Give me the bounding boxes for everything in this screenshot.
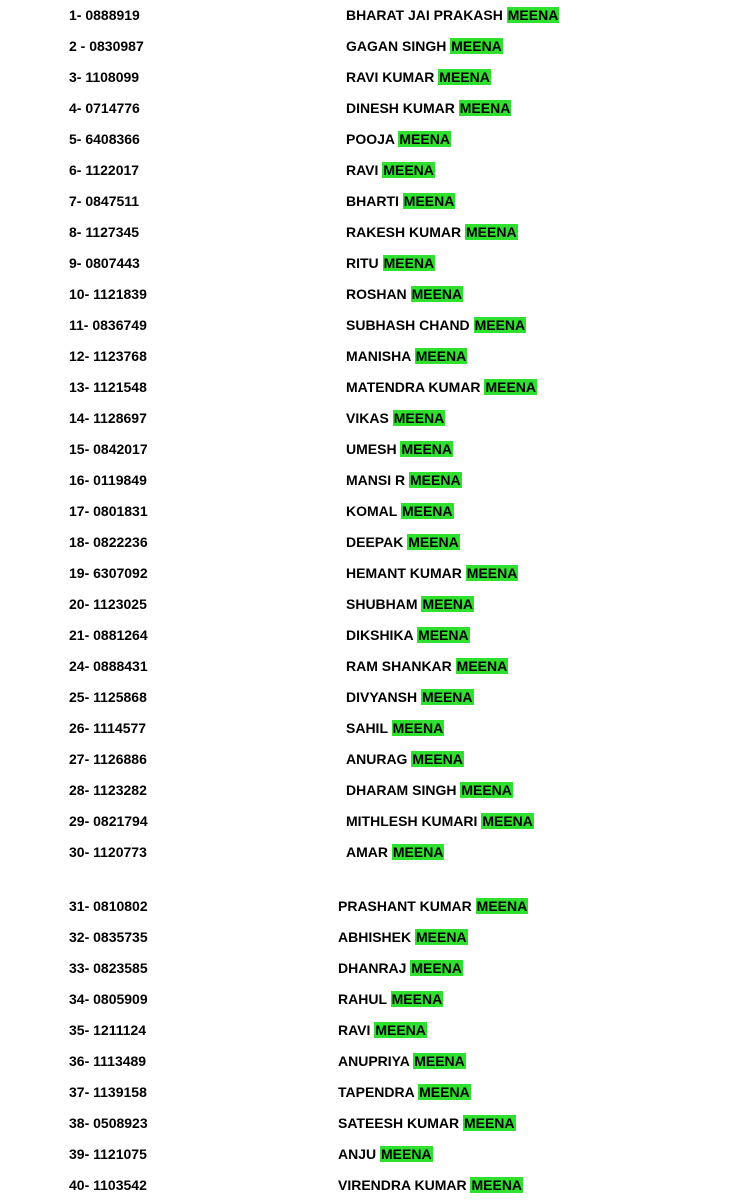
given-name: DEEPAK [346,534,404,550]
surname-highlight: MEENA [476,898,528,914]
roll-number: 19- 6307092 [69,565,148,581]
roll-number: 25- 1125868 [69,689,147,705]
given-name: POOJA [346,131,395,147]
list-item [0,1046,753,1076]
list-item [0,434,753,464]
list-item [0,62,753,92]
list-item [0,279,753,309]
given-name: GAGAN SINGH [346,38,447,54]
candidate-name [346,806,534,836]
roll-number: 9- 0807443 [69,255,140,271]
given-name: ANUPRIYA [338,1053,410,1069]
candidate-name [346,527,460,557]
given-name: RAVI [338,1022,371,1038]
surname-highlight: MEENA [422,596,474,612]
list-item [0,403,753,433]
candidate-name [338,1015,427,1045]
surname-highlight: MEENA [411,960,462,976]
given-name: DINESH KUMAR [346,100,455,116]
surname-highlight: MEENA [391,991,443,1007]
candidate-name [338,922,468,952]
list-item [0,310,753,340]
surname-highlight: MEENA [392,844,444,860]
roll-number: 21- 0881264 [69,627,148,643]
given-name: SATEESH KUMAR [338,1115,460,1131]
list-item [0,589,753,619]
roll-number: 17- 0801831 [69,503,148,519]
given-name: RITU [346,255,379,271]
list-item [0,31,753,61]
given-name: BHARTI [346,193,399,209]
given-name: BHARAT JAI PRAKASH [346,7,503,23]
roll-number: 39- 1121075 [69,1146,147,1162]
given-name: VIKAS [346,410,389,426]
surname-highlight: MEENA [421,689,473,705]
surname-highlight: MEENA [461,782,512,798]
roll-number: 10- 1121839 [69,286,147,302]
surname-highlight: MEENA [459,100,511,116]
list-item [0,713,753,743]
list-item [0,1077,753,1107]
given-name: MANSI R [346,472,406,488]
list-item [0,682,753,712]
given-name: SUBHASH CHAND [346,317,470,333]
surname-highlight: MEENA [393,410,445,426]
roll-number: 14- 1128697 [69,410,147,426]
candidate-name [338,1139,433,1169]
surname-highlight: MEENA [507,7,559,23]
candidate-name [338,1077,471,1107]
candidate-name [346,341,467,371]
surname-highlight: MEENA [418,627,469,643]
roll-number: 18- 0822236 [69,534,148,550]
candidate-name [346,775,513,805]
list-item [0,775,753,805]
surname-highlight: MEENA [383,162,434,178]
candidate-name [346,155,435,185]
surname-highlight: MEENA [392,720,444,736]
list-item [0,186,753,216]
roll-number: 35- 1211124 [69,1022,147,1038]
roll-number: 40- 1103542 [69,1177,147,1193]
given-name: RAVI [346,162,379,178]
list-item [0,922,753,952]
given-name: SHUBHAM [346,596,418,612]
given-name: ANURAG [346,751,408,767]
list-item [0,93,753,123]
candidate-name [346,124,451,154]
roll-number: 8- 1127345 [69,224,140,240]
roll-number: 26- 1114577 [69,720,147,736]
surname-highlight: MEENA [471,1177,523,1193]
surname-highlight: MEENA [410,472,461,488]
surname-highlight: MEENA [381,1146,432,1162]
candidate-name [338,1170,523,1200]
roll-number: 6- 1122017 [69,162,140,178]
candidate-name [338,1046,466,1076]
list-item [0,496,753,526]
list-item [0,155,753,185]
surname-highlight: MEENA [416,929,467,945]
roll-number: 11- 0836749 [69,317,147,333]
surname-highlight: MEENA [456,658,508,674]
roll-number: 12- 1123768 [69,348,147,364]
candidate-name [346,837,444,867]
roll-number: 5- 6408366 [69,131,140,147]
list-item [0,620,753,650]
candidate-name [338,984,443,1014]
surname-highlight: MEENA [383,255,435,271]
roll-number: 32- 0835735 [69,929,148,945]
roll-number: 3- 1108099 [69,69,140,85]
given-name: RAHUL [338,991,387,1007]
given-name: SAHIL [346,720,388,736]
roll-number: 1- 0888919 [69,7,140,23]
candidate-name [346,589,474,619]
candidate-name [346,186,455,216]
list-item [0,984,753,1014]
roll-number: 38- 0508923 [69,1115,148,1131]
list-item [0,1139,753,1169]
candidate-name [346,31,503,61]
roll-number: 20- 1123025 [69,596,147,612]
list-item [0,651,753,681]
list-item [0,527,753,557]
candidate-name [346,744,464,774]
candidate-name [346,0,559,30]
given-name: MITHLESH KUMARI [346,813,478,829]
given-name: RAKESH KUMAR [346,224,462,240]
given-name: AMAR [346,844,388,860]
surname-highlight: MEENA [474,317,526,333]
surname-highlight: MEENA [408,534,459,550]
roll-number: 33- 0823585 [69,960,148,976]
list-item [0,953,753,983]
roll-number: 31- 0810802 [69,898,148,914]
given-name: KOMAL [346,503,398,519]
candidate-name [346,434,453,464]
candidate-name [346,217,518,247]
candidate-name [346,651,508,681]
given-name: RAM SHANKAR [346,658,452,674]
surname-highlight: MEENA [399,131,450,147]
roll-number: 29- 0821794 [69,813,148,829]
roll-number: 27- 1126886 [69,751,147,767]
roll-number: 13- 1121548 [69,379,147,395]
list-item [0,744,753,774]
candidate-name [346,465,462,495]
roll-number: 2 - 0830987 [69,38,144,54]
surname-highlight: MEENA [466,224,517,240]
roll-number: 16- 0119849 [69,472,147,488]
surname-highlight: MEENA [412,751,463,767]
surname-highlight: MEENA [463,1115,515,1131]
candidate-name [346,682,474,712]
list-item [0,558,753,588]
candidate-name [338,891,528,921]
given-name: MATENDRA KUMAR [346,379,481,395]
candidate-name [346,558,518,588]
given-name: ROSHAN [346,286,407,302]
roll-number: 37- 1139158 [69,1084,147,1100]
candidate-name [346,279,463,309]
given-name: HEMANT KUMAR [346,565,462,581]
surname-highlight: MEENA [414,1053,465,1069]
roll-number: 30- 1120773 [69,844,147,860]
surname-highlight: MEENA [482,813,533,829]
surname-highlight: MEENA [401,503,453,519]
list-item [0,0,753,30]
candidate-name [338,953,463,983]
candidate-name [346,248,435,278]
given-name: VIRENDRA KUMAR [338,1177,467,1193]
candidate-name [346,713,444,743]
list-item [0,248,753,278]
surname-highlight: MEENA [375,1022,426,1038]
list-item [0,806,753,836]
given-name: ANJU [338,1146,377,1162]
given-name: PRASHANT KUMAR [338,898,472,914]
surname-highlight: MEENA [439,69,490,85]
given-name: DIVYANSH [346,689,418,705]
surname-highlight: MEENA [466,565,518,581]
candidate-name [346,403,445,433]
candidate-name [346,372,537,402]
surname-highlight: MEENA [485,379,536,395]
list-item [0,124,753,154]
given-name: DHANRAJ [338,960,407,976]
roll-number: 15- 0842017 [69,441,148,457]
roll-number: 7- 0847511 [69,193,140,209]
list-item [0,1108,753,1138]
list-item [0,341,753,371]
candidate-name [346,310,526,340]
candidate-name [346,496,454,526]
list-item [0,217,753,247]
list-item [0,837,753,867]
surname-highlight: MEENA [415,348,467,364]
given-name: DIKSHIKA [346,627,414,643]
list-item [0,1015,753,1045]
roll-number: 4- 0714776 [69,100,140,116]
surname-highlight: MEENA [411,286,463,302]
surname-highlight: MEENA [419,1084,470,1100]
list-item [0,465,753,495]
given-name: MANISHA [346,348,411,364]
roll-number: 28- 1123282 [69,782,147,798]
surname-highlight: MEENA [403,193,455,209]
candidate-name [346,62,491,92]
candidate-name [346,93,511,123]
given-name: DHARAM SINGH [346,782,457,798]
candidate-name [346,620,470,650]
list-item [0,372,753,402]
roll-number: 24- 0888431 [69,658,148,674]
list-item [0,891,753,921]
given-name: RAVI KUMAR [346,69,435,85]
given-name: ABHISHEK [338,929,412,945]
list-item [0,1170,753,1200]
surname-highlight: MEENA [401,441,453,457]
given-name: TAPENDRA [338,1084,415,1100]
candidate-name [338,1108,516,1138]
roll-number: 36- 1113489 [69,1053,147,1069]
roll-number: 34- 0805909 [69,991,148,1007]
surname-highlight: MEENA [451,38,502,54]
given-name: UMESH [346,441,397,457]
